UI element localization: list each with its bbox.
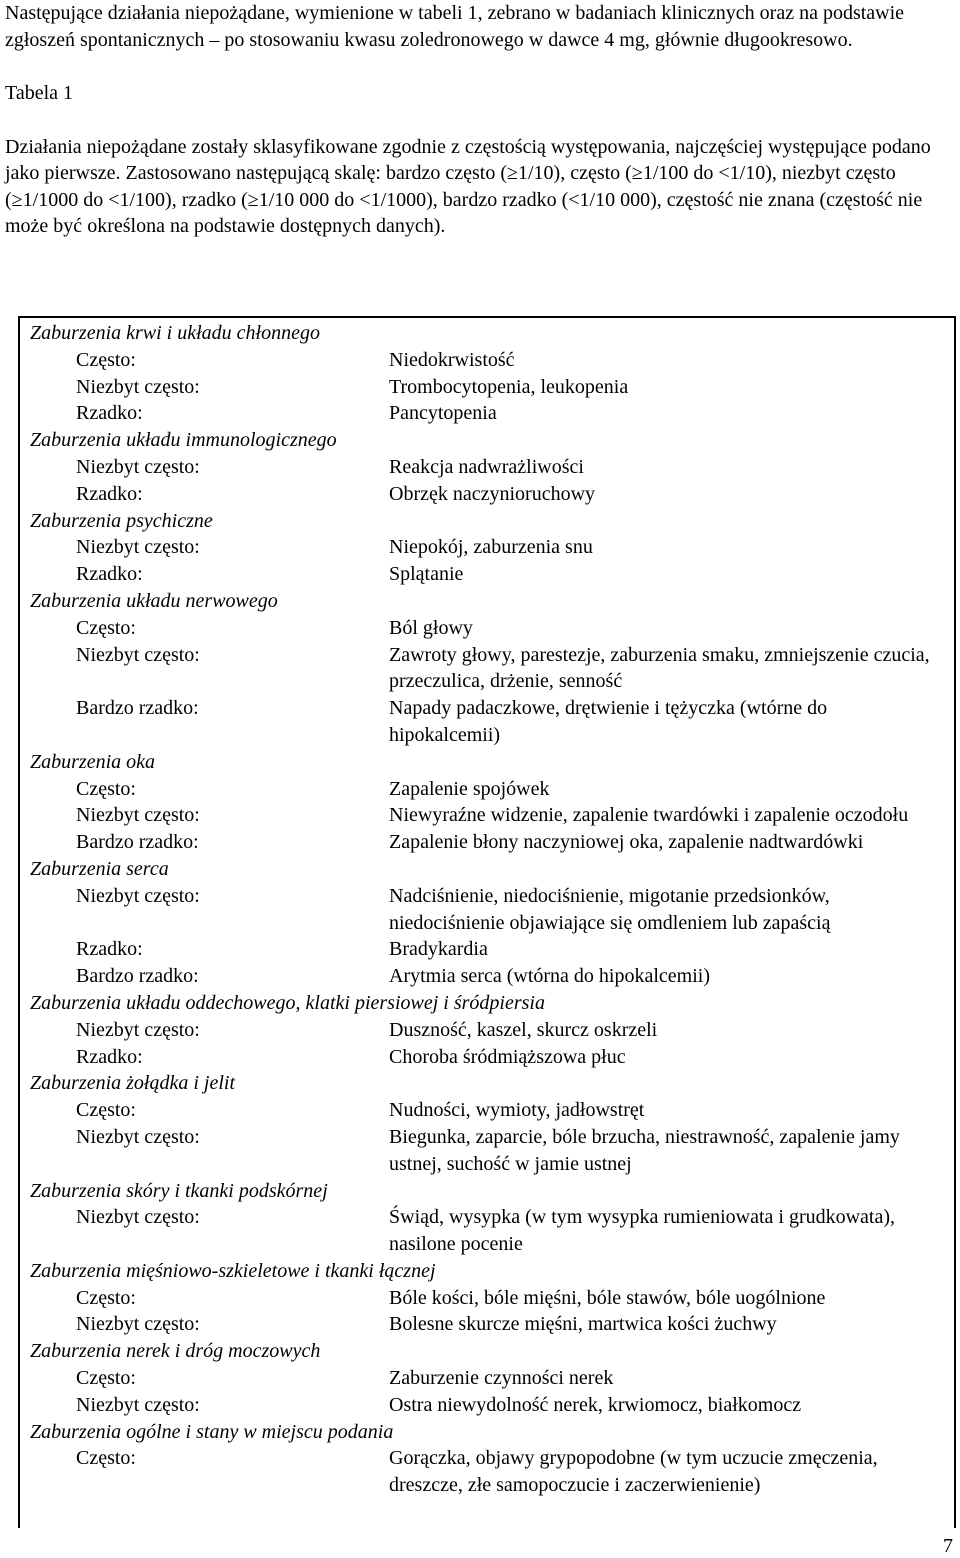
table-row xyxy=(30,936,948,963)
table-row xyxy=(30,1017,948,1044)
section-title: Zaburzenia żołądka i jelit xyxy=(30,1072,235,1095)
adverse-effect-text: Trombocytopenia, leukopenia xyxy=(389,375,629,398)
table-row xyxy=(30,776,948,803)
frequency-label: Niezbyt często: xyxy=(76,1206,200,1229)
frequency-label: Rzadko: xyxy=(76,482,143,505)
adverse-effect-text: Duszność, kaszel, skurcz oskrzeli xyxy=(389,1018,658,1041)
table-title: Tabela 1 xyxy=(5,82,74,104)
adverse-effect-text: Napady padaczkowe, drętwienie i tężyczka (wtórne do hipokalcemii) xyxy=(389,697,828,746)
section-title: Zaburzenia układu immunologicznego xyxy=(30,429,337,452)
table-row xyxy=(30,1365,948,1392)
adverse-effect-text: Choroba śródmiąższowa płuc xyxy=(389,1045,626,1068)
section-title: Zaburzenia ogólne i stany w miejscu podania xyxy=(30,1420,394,1443)
adverse-effect-text: Zapalenie spojówek xyxy=(389,777,550,800)
adverse-effect-text: Nadciśnienie, niedociśnienie, migotanie przedsionków, niedociśnienie objawiające się omdleniem lub zapaścią xyxy=(389,884,831,934)
adverse-effect-text: Świąd, wysypka (w tym wysypka rumieniowata i grudkowata), nasilone pocenie xyxy=(389,1206,896,1256)
table-row xyxy=(30,1392,948,1419)
adverse-effect-text: Bóle kości, bóle mięśni, bóle stawów, bóle uogólnione xyxy=(389,1286,826,1309)
adverse-effect-text: Gorączka, objawy grypopodobne (w tym uczucie zmęczenia, dreszcze, złe samopoczucie i zaczerwienienie) xyxy=(389,1447,878,1497)
table-row xyxy=(30,347,948,374)
table-row xyxy=(30,642,948,696)
adverse-effect-text: Niepokój, zaburzenia snu xyxy=(389,536,593,559)
section-title: Zaburzenia układu oddechowego, klatki piersiowej i śródpiersia xyxy=(30,991,545,1014)
table-row xyxy=(30,883,948,937)
frequency-label: Często: xyxy=(76,777,136,800)
table-row xyxy=(30,1097,948,1124)
frequency-label: Rzadko: xyxy=(76,402,143,425)
table-row xyxy=(30,1044,948,1071)
table-row xyxy=(30,374,948,401)
section-title: Zaburzenia oka xyxy=(30,750,155,773)
section-title: Zaburzenia psychiczne xyxy=(30,509,213,532)
frequency-label: Niezbyt często: xyxy=(76,1313,200,1336)
table-row xyxy=(30,1445,948,1499)
table-row xyxy=(30,561,948,588)
adverse-effect-text: Splątanie xyxy=(389,563,464,586)
adverse-effect-text: Ostra niewydolność nerek, krwiomocz, białkomocz xyxy=(389,1393,802,1416)
table-row xyxy=(30,615,948,642)
frequency-label: Niezbyt często: xyxy=(76,536,200,559)
table-row xyxy=(30,1311,948,1338)
adverse-effect-text: Reakcja nadwrażliwości xyxy=(389,455,584,478)
adverse-effect-text: Bolesne skurcze mięśni, martwica kości żuchwy xyxy=(389,1313,777,1336)
frequency-label: Niezbyt często: xyxy=(76,1125,200,1148)
adverse-effects-table xyxy=(18,316,956,1528)
table-row xyxy=(30,829,948,856)
table-row xyxy=(30,1285,948,1312)
section-title: Zaburzenia krwi i układu chłonnego xyxy=(30,322,320,344)
frequency-label: Rzadko: xyxy=(76,938,143,961)
frequency-label: Bardzo rzadko: xyxy=(76,697,199,720)
section-title: Zaburzenia układu nerwowego xyxy=(30,589,278,612)
adverse-effect-text: Biegunka, zaparcie, bóle brzucha, niestrawność, zapalenie jamy ustnej, suchość w jamie ustnej xyxy=(389,1125,900,1175)
adverse-effect-text: Niedokrwistość xyxy=(389,348,515,371)
frequency-label: Niezbyt często: xyxy=(76,455,200,478)
table-row xyxy=(30,695,948,749)
section-title: Zaburzenia skóry i tkanki podskórnej xyxy=(30,1179,328,1202)
table-row xyxy=(30,963,948,990)
frequency-label: Niezbyt często: xyxy=(76,643,200,666)
adverse-effect-text: Zawroty głowy, parestezje, zaburzenia smaku, zmniejszenie czucia, przeczulica, drżenie, senność xyxy=(389,643,930,693)
frequency-label: Niezbyt często: xyxy=(76,1018,200,1041)
frequency-label: Rzadko: xyxy=(76,1045,143,1068)
adverse-effect-text: Bradykardia xyxy=(389,938,488,961)
adverse-effect-text: Obrzęk naczynioruchowy xyxy=(389,482,596,505)
section-title: Zaburzenia serca xyxy=(30,857,169,880)
table-row xyxy=(30,481,948,508)
table-row xyxy=(30,534,948,561)
adverse-effect-text: Arytmia serca (wtórna do hipokalcemii) xyxy=(389,965,710,988)
adverse-effect-text: Zapalenie błony naczyniowej oka, zapalenie nadtwardówki xyxy=(389,831,864,854)
page-number: 7 xyxy=(943,1535,953,1557)
intro-text xyxy=(5,0,950,240)
frequency-label: Niezbyt często: xyxy=(76,804,200,827)
frequency-label: Niezbyt często: xyxy=(76,375,200,398)
table-row xyxy=(30,454,948,481)
frequency-label: Niezbyt często: xyxy=(76,884,200,907)
table-row xyxy=(30,802,948,829)
frequency-label: Często: xyxy=(76,1099,136,1122)
frequency-label: Często: xyxy=(76,348,136,371)
frequency-label: Rzadko: xyxy=(76,563,143,586)
adverse-effects-table-body xyxy=(30,320,948,1499)
table-row xyxy=(30,400,948,427)
table-row xyxy=(30,1124,948,1178)
frequency-label: Często: xyxy=(76,1367,136,1390)
adverse-effect-text: Ból głowy xyxy=(389,616,473,639)
section-title: Zaburzenia mięśniowo-szkieletowe i tkanki łącznej xyxy=(30,1259,436,1282)
section-title: Zaburzenia nerek i dróg moczowych xyxy=(30,1340,321,1363)
adverse-effect-text: Pancytopenia xyxy=(389,402,497,425)
frequency-label: Często: xyxy=(76,616,136,639)
frequency-label: Niezbyt często: xyxy=(76,1393,200,1416)
intro-paragraph: Następujące działania niepożądane, wymienione w tabeli 1, zebrano w badaniach klinicznych oraz na podstawie zgłoszeń spontanicznych – po stosowaniu kwasu zoledronowego w dawce 4 mg, głównie długookresowo. xyxy=(5,2,905,51)
frequency-label: Bardzo rzadko: xyxy=(76,831,199,854)
frequency-label: Często: xyxy=(76,1447,136,1470)
adverse-effect-text: Niewyraźne widzenie, zapalenie twardówki i zapalenie oczodołu xyxy=(389,804,909,827)
adverse-effect-text: Nudności, wymioty, jadłowstręt xyxy=(389,1099,645,1122)
frequency-scale-paragraph: Działania niepożądane zostały sklasyfikowane zgodnie z częstością występowania, najczęściej występujące podano jako pierwsze. Zastosowano następującą skalę: bardzo często (≥1/10), często (≥1/100 do <1/10), niezbyt często (≥1/1000 do <1/100), rzadko (≥1/10 000 do <1/1000), bardzo rzadko (<1/10 000), częstość nie znana (częstość nie może być określona na podstawie dostępnych danych). xyxy=(5,135,931,237)
frequency-label: Bardzo rzadko: xyxy=(76,965,199,988)
adverse-effect-text: Zaburzenie czynności nerek xyxy=(389,1367,614,1390)
frequency-label: Często: xyxy=(76,1286,136,1309)
table-row xyxy=(30,1204,948,1258)
